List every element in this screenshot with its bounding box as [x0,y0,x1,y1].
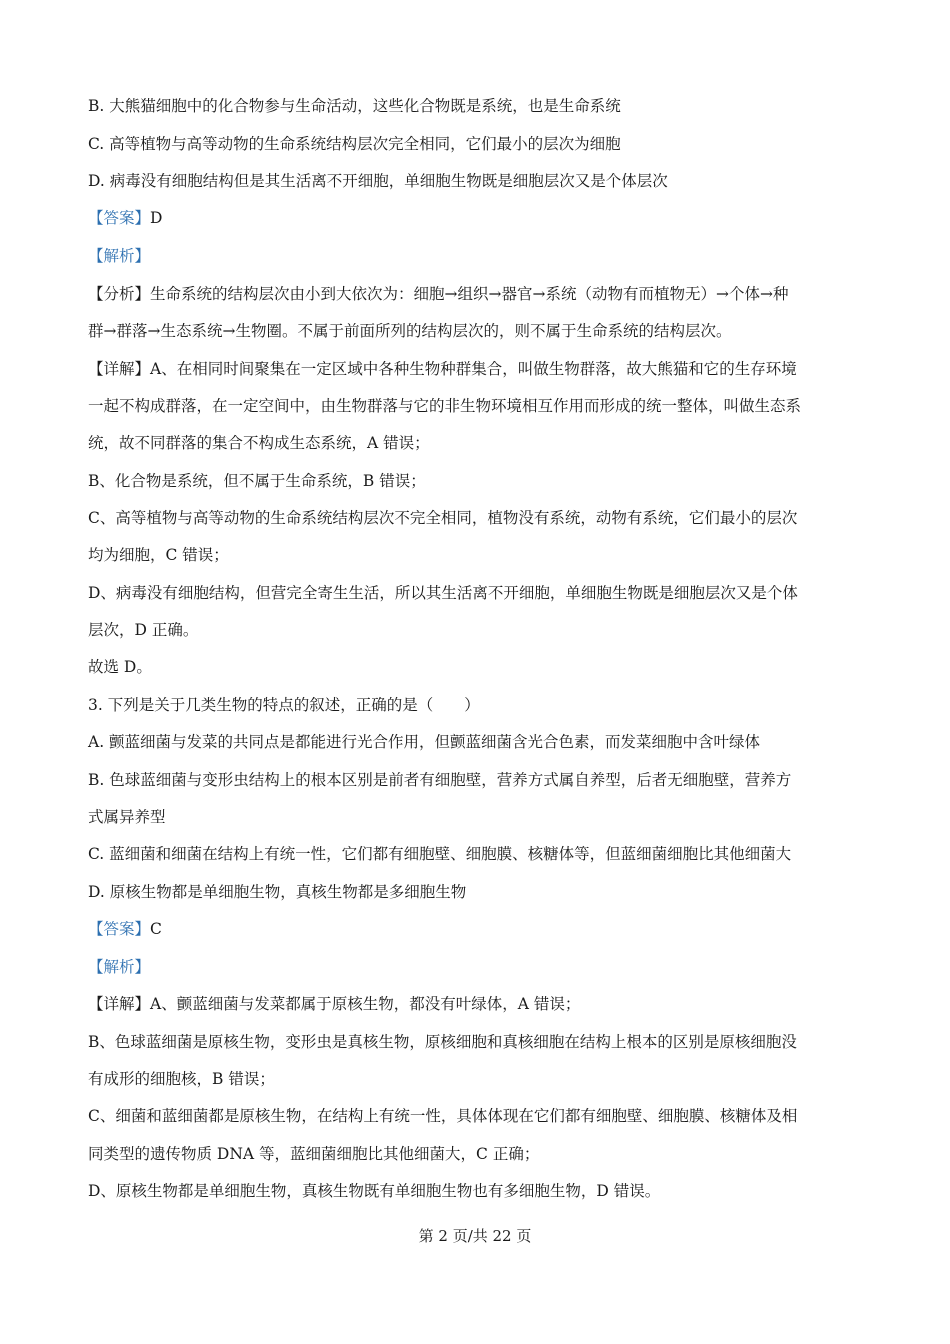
q3-detail-line-5: 同类型的遗传物质 DNA 等，蓝细菌细胞比其他细菌大，C 正确； [88,1145,540,1163]
option-b-text: B. 大熊猫细胞中的化合物参与生命活动，这些化合物既是系统，也是生命系统 [88,97,621,115]
q3-option-b-line-1: B. 色球蓝细菌与变形虫结构上的根本区别是前者有细胞壁，营养方式属自养型，后者无细胞壁，营养方 [88,771,792,789]
q3-answer-value: C [150,920,162,938]
q3-detail-line-4: C、细菌和蓝细菌都是原核生物，在结构上有统一性，具体体现在它们都有细胞壁、细胞膜、核糖体及相 [88,1107,798,1125]
q3-answer-line [88,919,162,939]
q3-option-d: D. 原核生物都是单细胞生物，真核生物都是多细胞生物 [88,883,467,901]
q3-option-b-line-2: 式属异养型 [88,808,166,826]
q3-option-c: C. 蓝细菌和细菌在结构上有统一性，它们都有细胞壁、细胞膜、核糖体等，但蓝细菌细胞比其他细菌大 [88,845,792,863]
choice-line: 故选 D。 [88,658,152,676]
q3-detail-line-3: 有成形的细胞核，B 错误； [88,1070,275,1088]
answer-value: D [150,209,163,227]
option-d-text: D. 病毒没有细胞结构但是其生活离不开细胞，单细胞生物既是细胞层次又是个体层次 [88,172,668,190]
q3-option-a: A. 颤蓝细菌与发菜的共同点是都能进行光合作用，但颤蓝细菌含光合色素，而发菜细胞中含叶绿体 [88,733,761,751]
analysis-line-1: 【分析】生命系统的结构层次由小到大依次为：细胞→组织→器官→系统（动物有而植物无）→个体→种 [88,285,789,303]
detail-line-1: 【详解】A、在相同时间聚集在一定区域中各种生物种群集合，叫做生物群落，故大熊猫和它的生存环境 [88,360,797,378]
answer-line [88,208,162,228]
page-number-footer: 第 2 页/共 22 页 [418,1227,532,1245]
detail-line-5: C、高等植物与高等动物的生命系统结构层次不完全相同，植物没有系统，动物有系统，它们最小的层次 [88,509,798,527]
analysis-line-2: 群→群落→生态系统→生物圈。不属于前面所列的结构层次的，则不属于生命系统的结构层次。 [88,322,732,340]
q3-analysis-tag: 【解析】 [88,958,151,976]
answer-tag: 【答案】 [88,209,151,227]
question-3-stem: 3. 下列是关于几类生物的特点的叙述，正确的是（ ） [88,696,480,714]
detail-line-2: 一起不构成群落，在一定空间中，由生物群落与它的非生物环境相互作用而形成的统一整体，叫做生态系 [88,397,802,415]
q3-detail-line-1: 【详解】A、颤蓝细菌与发菜都属于原核生物，都没有叶绿体，A 错误； [88,995,581,1013]
detail-line-3: 统，故不同群落的集合不构成生态系统，A 错误； [88,434,430,452]
detail-line-8: 层次，D 正确。 [88,621,199,639]
detail-line-4: B、化合物是系统，但不属于生命系统，B 错误； [88,472,426,490]
analysis-tag: 【解析】 [88,247,151,265]
option-c-text: C. 高等植物与高等动物的生命系统结构层次完全相同，它们最小的层次为细胞 [88,135,621,153]
q3-detail-line-6: D、原核生物都是单细胞生物，真核生物既有单细胞生物也有多细胞生物，D 错误。 [88,1182,661,1200]
q3-answer-tag: 【答案】 [88,920,151,938]
q3-detail-line-2: B、色球蓝细菌是原核生物，变形虫是真核生物，原核细胞和真核细胞在结构上根本的区别是原核细胞没 [88,1033,797,1051]
detail-line-7: D、病毒没有细胞结构，但营完全寄生生活，所以其生活离不开细胞，单细胞生物既是细胞层次又是个体 [88,584,798,602]
detail-line-6: 均为细胞，C 错误； [88,546,229,564]
